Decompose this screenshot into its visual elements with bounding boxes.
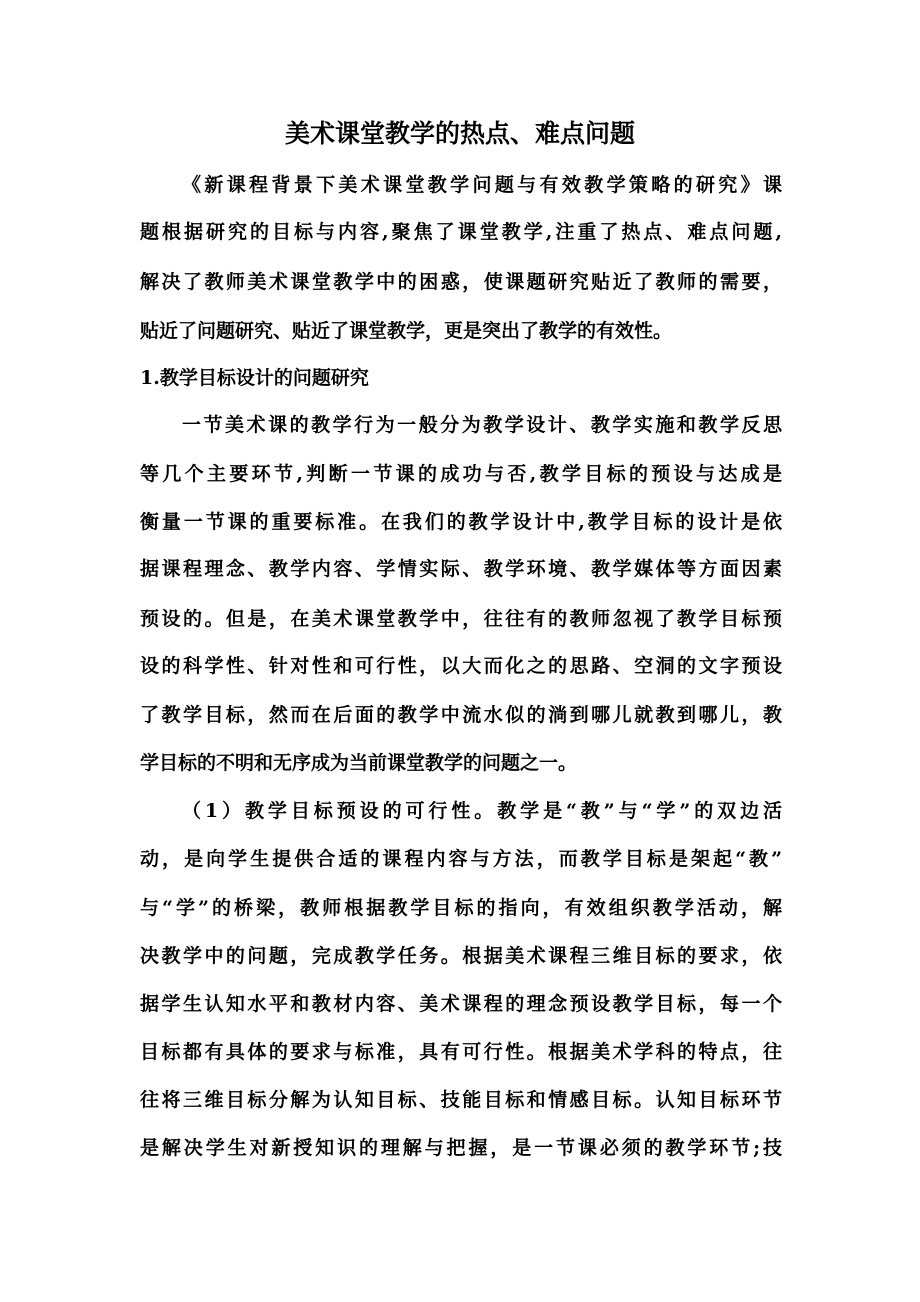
intro-line-1: 《新课程背景下美术课堂教学问题与有效教学策略的研究》课 [182,174,782,196]
section-line-4: 据课程理念、教学内容、学情实际、教学环境、教学媒体等方面因素 [140,558,782,580]
subsection-line-7: 往将三维目标分解为认知目标、技能目标和情感目标。认知目标环节 [140,1089,782,1111]
intro-line-4: 贴近了问题研究、贴近了课堂教学，更是突出了教学的有效性。 [140,320,673,342]
section-line-7: 了教学目标，然而在后面的教学中流水似的淌到哪儿就教到哪儿，教 [140,704,782,726]
subsection-line-4: 决教学中的问题，完成教学任务。根据美术课程三维目标的要求，依 [140,945,782,967]
intro-line-3: 解决了教师美术课堂教学中的困惑，使课题研究贴近了教师的需要， [140,271,782,293]
subsection-line-8: 是解决学生对新授知识的理解与把握，是一节课必须的教学环节;技 [140,1137,782,1159]
section-line-2: 等几个主要环节,判断一节课的成功与否,教学目标的预设与达成是 [140,463,782,485]
subsection-line-2: 动，是向学生提供合适的课程内容与方法，而教学目标是架起“教” [140,848,782,870]
subsection-line-3: 与“学”的桥梁，教师根据教学目标的指向，有效组织教学活动，解 [140,897,782,919]
subsection-line-5: 据学生认知水平和教材内容、美术课程的理念预设教学目标，每一个 [140,993,782,1015]
section-line-3: 衡量一节课的重要标准。在我们的教学设计中,教学目标的设计是依 [140,511,782,533]
section-line-5: 预设的。但是，在美术课堂教学中，往往有的教师忽视了教学目标预 [140,608,782,630]
section-heading: 1.教学目标设计的问题研究 [140,367,369,389]
section-line-1: 一节美术课的教学行为一般分为教学设计、教学实施和教学反思 [182,414,782,436]
subsection-line-1: （1）教学目标预设的可行性。教学是“教”与“学”的双边活 [182,800,782,822]
section-line-6: 设的科学性、针对性和可行性，以大而化之的思路、空洞的文字预设 [140,655,782,677]
intro-line-2: 题根据研究的目标与内容,聚焦了课堂教学,注重了热点、难点问题, [140,221,782,243]
subsection-line-6: 目标都有具体的要求与标准，具有可行性。根据美术学科的特点，往 [140,1041,782,1063]
section-line-8: 学目标的不明和无序成为当前课堂教学的问题之一。 [140,752,578,774]
document-title: 美术课堂教学的热点、难点问题 [284,119,635,148]
